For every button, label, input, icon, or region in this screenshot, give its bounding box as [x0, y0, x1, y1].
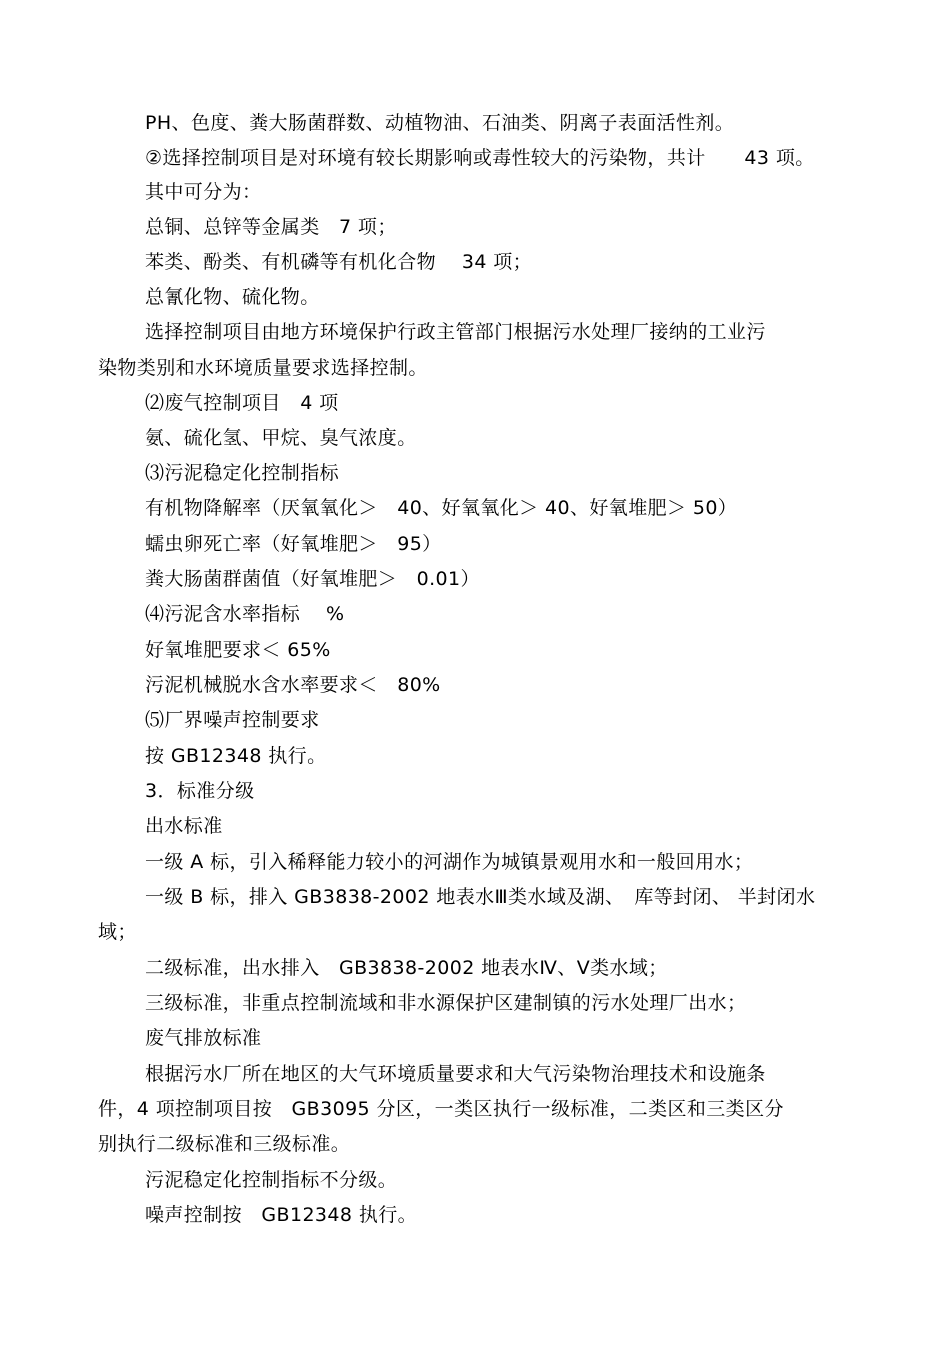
text-line: ⑵废气控制项目 4 项 [145, 392, 339, 414]
text-line: 按 GB12348 执行。 [145, 745, 327, 767]
text-line: 总铜、总锌等金属类 7 项； [145, 216, 397, 238]
text-line: PH、色度、粪大肠菌群数、动植物油、石油类、阴离子表面活性剂。 [145, 112, 735, 134]
text-line: 苯类、酚类、有机磷等有机化合物 34 项； [145, 251, 533, 273]
text-line: 废气排放标准 [145, 1027, 262, 1049]
text-line: 一级 B 标，排入 GB3838-2002 地表水Ⅲ类水域及湖、 库等封闭、 半封闭水 [145, 886, 816, 908]
text-line: ⑸厂界噪声控制要求 [145, 709, 320, 731]
text-line: 其中可分为： [145, 181, 262, 203]
text-line: 污泥稳定化控制指标不分级。 [145, 1169, 398, 1191]
text-line: 选择控制项目由地方环境保护行政主管部门根据污水处理厂接纳的工业污 [145, 321, 766, 343]
text-line: ⑷污泥含水率指标 % [145, 603, 345, 625]
text-line: 件，4 项控制项目按 GB3095 分区，一类区执行一级标准，二类区和三类区分 [98, 1098, 784, 1120]
text-line: 总氰化物、硫化物。 [145, 286, 320, 308]
text-line: 三级标准，非重点控制流域和非水源保护区建制镇的污水处理厂出水； [145, 992, 747, 1014]
text-line: 氨、硫化氢、甲烷、臭气浓度。 [145, 427, 417, 449]
text-line: ⑶污泥稳定化控制指标 [145, 462, 340, 484]
text-line: 粪大肠菌群菌值（好氧堆肥＞ 0.01） [145, 568, 480, 590]
text-line: 污泥机械脱水含水率要求＜ 80% [145, 674, 441, 696]
text-line: ②选择控制项目是对环境有较长期影响或毒性较大的污染物，共计 43 项。 [145, 147, 815, 169]
text-line: 有机物降解率（厌氧氧化＞ 40、好氧氧化＞ 40、好氧堆肥＞ 50） [145, 497, 738, 519]
text-line: 域； [98, 921, 137, 943]
section-heading: 3．标准分级 [145, 780, 255, 802]
text-line: 蠕虫卵死亡率（好氧堆肥＞ 95） [145, 533, 442, 555]
text-line: 噪声控制按 GB12348 执行。 [145, 1204, 418, 1226]
text-line: 根据污水厂所在地区的大气环境质量要求和大气污染物治理技术和设施条 [145, 1063, 766, 1085]
text-line: 别执行二级标准和三级标准。 [98, 1133, 351, 1155]
text-line: 染物类别和水环境质量要求选择控制。 [98, 357, 428, 379]
text-line: 出水标准 [145, 815, 223, 837]
text-line: 一级 A 标，引入稀释能力较小的河湖作为城镇景观用水和一般回用水； [145, 851, 754, 873]
text-line: 二级标准，出水排入 GB3838-2002 地表水Ⅳ、Ⅴ类水域； [145, 957, 668, 979]
text-line: 好氧堆肥要求＜ 65% [145, 639, 331, 661]
